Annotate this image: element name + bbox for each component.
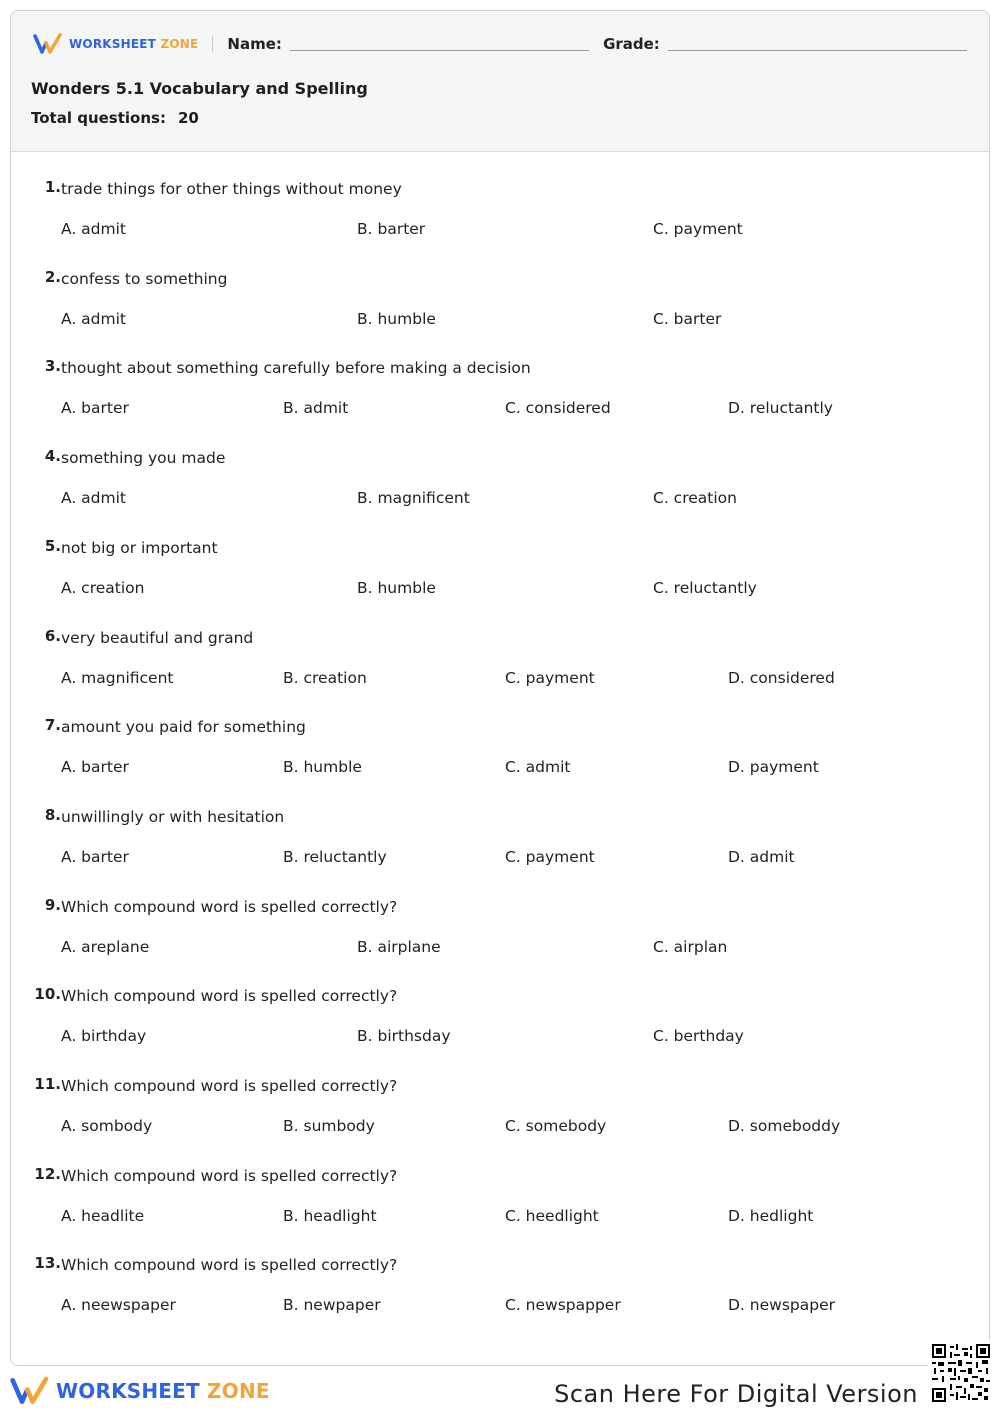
name-field[interactable] bbox=[290, 37, 589, 51]
total-questions bbox=[31, 109, 199, 127]
answer-option[interactable]: D. admit bbox=[728, 847, 795, 866]
worksheet-page bbox=[10, 10, 990, 1366]
answer-option[interactable]: A. admit bbox=[61, 220, 127, 238]
answer-option[interactable]: B. humble bbox=[357, 578, 436, 597]
question-text: thought about something carefully before making a decision bbox=[61, 359, 531, 378]
question-text: Which compound word is spelled correctly? bbox=[61, 1256, 398, 1275]
page-footer bbox=[0, 1366, 1000, 1414]
question-item bbox=[11, 690, 989, 780]
question-number: 13. bbox=[34, 1254, 61, 1273]
answer-option[interactable]: C. somebody bbox=[505, 1117, 607, 1135]
answer-option[interactable]: D. considered bbox=[728, 668, 835, 687]
question-item bbox=[11, 870, 989, 960]
total-questions-value: 20 bbox=[177, 109, 199, 127]
answer-option[interactable]: A. barter bbox=[61, 758, 129, 777]
answer-option[interactable]: D. hedlight bbox=[728, 1206, 814, 1225]
scan-here-text: Scan Here For Digital Version bbox=[554, 1380, 918, 1408]
question-number: 11. bbox=[34, 1075, 61, 1093]
qr-code-icon[interactable] bbox=[928, 1340, 994, 1406]
worksheet-title: Wonders 5.1 Vocabulary and Spelling bbox=[31, 79, 368, 98]
question-number: 3. bbox=[44, 357, 61, 376]
answer-option[interactable]: A. creation bbox=[61, 578, 145, 597]
question-text: Which compound word is spelled correctly? bbox=[61, 1077, 398, 1095]
answer-option[interactable]: C. berthday bbox=[653, 1027, 744, 1046]
question-item bbox=[11, 601, 989, 691]
question-text: amount you paid for something bbox=[61, 718, 306, 737]
answer-option[interactable]: D. reluctantly bbox=[728, 399, 833, 418]
answer-option[interactable]: A. barter bbox=[61, 399, 129, 418]
brand-logo-text: WORKSHEET ZONE bbox=[69, 37, 199, 51]
answer-option[interactable]: B. magnificent bbox=[357, 489, 470, 508]
question-number: 8. bbox=[44, 805, 61, 824]
answer-option[interactable]: D. payment bbox=[728, 758, 819, 777]
question-text: something you made bbox=[61, 449, 226, 468]
question-item bbox=[11, 1139, 989, 1229]
answer-option[interactable]: B. birthsday bbox=[357, 1027, 451, 1046]
answer-option[interactable]: B. reluctantly bbox=[283, 847, 387, 866]
question-number: 5. bbox=[44, 536, 61, 555]
answer-option[interactable]: A. neewspaper bbox=[61, 1296, 176, 1315]
question-number: 4. bbox=[44, 447, 61, 466]
grade-label: Grade: bbox=[603, 35, 660, 53]
answer-option[interactable]: B. airplane bbox=[357, 937, 441, 956]
answer-option[interactable]: C. payment bbox=[505, 847, 595, 866]
question-item bbox=[11, 242, 989, 332]
name-label: Name: bbox=[227, 35, 282, 53]
brand-row bbox=[33, 31, 967, 57]
answer-option[interactable]: B. headlight bbox=[283, 1206, 377, 1225]
question-number: 6. bbox=[44, 626, 61, 645]
question-item bbox=[11, 421, 989, 511]
question-item bbox=[11, 152, 989, 242]
footer-logo bbox=[10, 1376, 270, 1406]
answer-option[interactable]: C. creation bbox=[653, 489, 737, 508]
answer-option[interactable]: D. someboddy bbox=[728, 1117, 841, 1135]
answer-option[interactable]: B. creation bbox=[283, 668, 367, 687]
question-item bbox=[11, 331, 989, 421]
answer-option[interactable]: A. barter bbox=[61, 847, 129, 866]
answer-option[interactable]: A. magnificent bbox=[61, 668, 174, 687]
question-text: Which compound word is spelled correctly? bbox=[61, 987, 398, 1006]
answer-option[interactable]: C. newspapper bbox=[505, 1296, 621, 1315]
answer-option[interactable]: B. admit bbox=[283, 399, 349, 418]
question-item bbox=[11, 1228, 989, 1318]
question-text: unwillingly or with hesitation bbox=[61, 807, 285, 826]
answer-option[interactable]: A. sombody bbox=[61, 1117, 153, 1135]
answer-option[interactable]: C. payment bbox=[653, 220, 743, 238]
question-text: Which compound word is spelled correctly? bbox=[61, 1166, 398, 1185]
worksheet-zone-logo-icon bbox=[10, 1376, 50, 1406]
question-number: 1. bbox=[44, 178, 61, 196]
answer-option[interactable]: C. barter bbox=[653, 309, 722, 328]
footer-brand-text: WORKSHEET ZONE bbox=[56, 1379, 270, 1403]
question-number: 2. bbox=[44, 267, 61, 286]
answer-option[interactable]: B. humble bbox=[283, 758, 362, 777]
question-number: 12. bbox=[34, 1164, 61, 1183]
answer-option[interactable]: B. barter bbox=[357, 220, 426, 238]
worksheet-header bbox=[11, 11, 989, 152]
question-text: very beautiful and grand bbox=[61, 628, 254, 647]
question-number: 7. bbox=[44, 716, 61, 735]
question-text: Which compound word is spelled correctly? bbox=[61, 897, 398, 916]
answer-option[interactable]: C. airplan bbox=[653, 937, 728, 956]
answer-option[interactable]: D. newspaper bbox=[728, 1296, 835, 1315]
total-questions-label: Total questions: bbox=[31, 109, 166, 127]
worksheet-zone-logo-icon bbox=[33, 33, 63, 55]
answer-option[interactable]: C. reluctantly bbox=[653, 578, 757, 597]
question-item bbox=[11, 1049, 989, 1139]
answer-option[interactable]: C. payment bbox=[505, 668, 595, 687]
question-item bbox=[11, 511, 989, 601]
answer-option[interactable]: A. admit bbox=[61, 309, 127, 328]
answer-option[interactable]: A. admit bbox=[61, 489, 127, 508]
question-text: confess to something bbox=[61, 269, 228, 288]
answer-option[interactable]: B. humble bbox=[357, 309, 436, 328]
question-item bbox=[11, 780, 989, 870]
answer-option[interactable]: B. newpaper bbox=[283, 1296, 381, 1315]
answer-option[interactable]: A. areplane bbox=[61, 937, 150, 956]
question-number: 10. bbox=[34, 985, 61, 1004]
question-item bbox=[11, 959, 989, 1049]
brand-divider bbox=[212, 36, 213, 52]
grade-field[interactable] bbox=[668, 37, 967, 51]
answer-option[interactable]: C. admit bbox=[505, 758, 571, 777]
question-text: trade things for other things without money bbox=[61, 180, 402, 198]
answer-option[interactable]: A. headlite bbox=[61, 1206, 145, 1225]
answer-option[interactable]: C. considered bbox=[505, 399, 611, 418]
answer-option[interactable]: A. birthday bbox=[61, 1027, 147, 1046]
question-text: not big or important bbox=[61, 538, 218, 557]
question-number: 9. bbox=[44, 895, 61, 914]
answer-option[interactable]: B. sumbody bbox=[283, 1117, 375, 1135]
answer-option[interactable]: C. heedlight bbox=[505, 1206, 599, 1225]
